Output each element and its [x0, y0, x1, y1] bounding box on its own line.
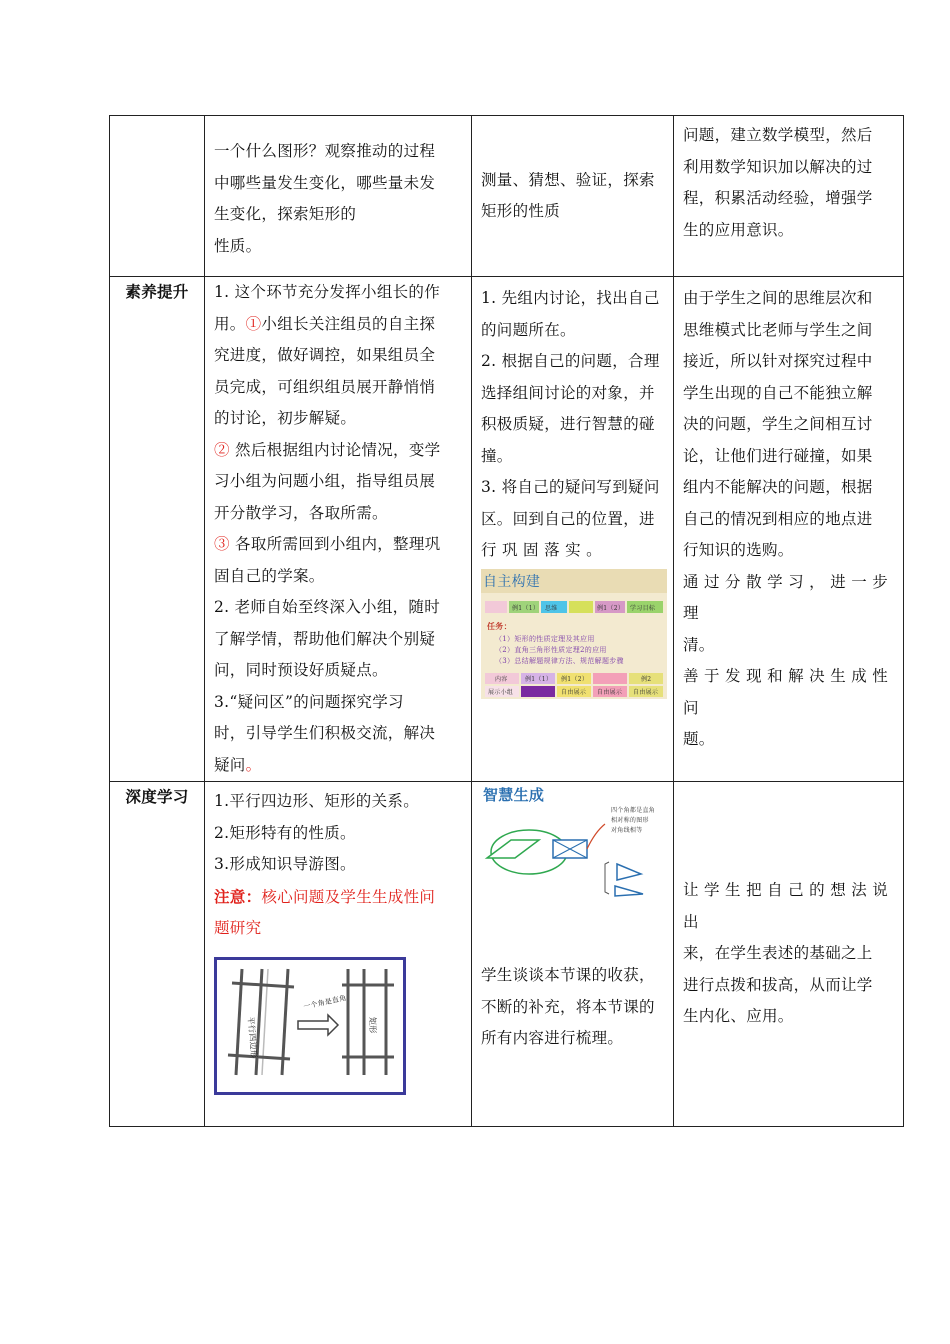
text-line [214, 309, 462, 341]
text-line: 习小组为问题小组，指导组员展 [214, 472, 436, 490]
text-line: 生的应用意识。 [683, 220, 794, 239]
slide-cell: 思维 [545, 604, 558, 612]
figure-label: 平行四边形 [246, 1015, 259, 1059]
slide-title: 自主构建 [483, 573, 541, 590]
slide-task: （3）总结解题规律方法、规范解题步骤 [495, 656, 624, 665]
text-line: 生变化，探索矩形的 [214, 205, 357, 223]
text-span: 小组长关注组员的自主探 [261, 314, 436, 333]
slide-task-label: 任务： [487, 620, 512, 631]
text-line: 决的问题，学生之间相互讨 [683, 415, 873, 433]
slide-grid-cell: 自由展示 [633, 688, 659, 696]
text-line: 矩形的性质 [481, 202, 561, 220]
text-line: 1.平行四边形、矩形的关系。 [214, 792, 419, 810]
row1-intent-cell [674, 116, 904, 277]
slide-grid-cell: 内容 [495, 675, 508, 683]
table-row [110, 782, 904, 1127]
note-line [214, 881, 462, 914]
image-text: 四个角都是直角 [611, 807, 656, 814]
note-line: 题研究 [214, 919, 262, 937]
row3-activity-cell [205, 782, 472, 1127]
row2-student-cell [472, 277, 674, 782]
text-line: 时，引导学生们积极交流，解决 [214, 724, 436, 742]
figure-label: 一个角是直角 [302, 993, 348, 1011]
text-line: 让 学 生 把 自 己 的 想 法 说 出 [683, 881, 889, 931]
text-line: 开分散学习，各取所需。 [214, 503, 388, 522]
slide-task: （2）直角三角形性质定理2的应用 [495, 645, 607, 654]
slide-grid-cell: 例1（1） [525, 675, 553, 683]
circled-number: ② [214, 440, 230, 459]
text-line: 来，在学生表述的基础之上 [683, 944, 873, 963]
row1-activity-cell [205, 116, 472, 277]
wisdom-generation-mindmap-image [481, 784, 671, 902]
text-line: 问，同时预设好质疑点。 [214, 661, 388, 679]
note-text: 核心问题及学生生成性问 [261, 887, 436, 906]
row2-intent-cell [674, 277, 904, 782]
text-line: 固自己的学案。 [214, 566, 325, 585]
text-line: 2.矩形特有的性质。 [214, 823, 356, 842]
text-line: 通 过 分 散 学 习 ， 进 一 步 理 [683, 572, 889, 622]
text-span: 用。 [214, 314, 246, 333]
circled-number: ① [245, 314, 262, 333]
text-line: 撞。 [481, 446, 513, 465]
text-line: 了解学情，帮助他们解决个别疑 [214, 629, 436, 648]
text-span: 各取所需回到小组内，整理巩 [229, 535, 441, 553]
text-line: 接近，所以针对探究过程中 [683, 352, 873, 370]
text-line: 行 巩 固 落 实 。 [481, 541, 602, 559]
text-line [214, 529, 462, 561]
text-line: 积极质疑，进行智慧的碰 [481, 415, 655, 433]
text-line: 2. 老师自始至终深入小组，随时 [214, 598, 441, 616]
slide-cell: 例1（1） [512, 604, 540, 612]
row3-intent-cell [674, 782, 904, 1127]
text-line: 1. 这个环节充分发挥小组长的作 [214, 283, 441, 301]
image-text: 相对称的图形 [611, 817, 649, 824]
text-line: 3.形成知识导游图。 [214, 855, 356, 873]
text-line: 论，让他们进行碰撞，如果 [683, 446, 873, 465]
text-line: 中哪些量发生变化，哪些量未发 [214, 173, 436, 192]
text-line: 3.“疑问区”的问题探究学习 [214, 692, 404, 711]
text-line: 学生谈谈本节课的收获， [481, 966, 655, 984]
text-line: 进行点拨和拔高，从而让学 [683, 975, 873, 994]
slide-grid-cell: 展示小组 [488, 688, 514, 696]
text-line: 的讨论，初步解疑。 [214, 409, 357, 427]
text-line: 选择组间讨论的对象，并 [481, 383, 655, 402]
text-line: 利用数学知识加以解决的过 [683, 157, 873, 176]
text-line: 2. 根据自己的问题，合理 [481, 352, 660, 370]
text-line: 性质。 [214, 236, 262, 255]
row1-label-cell [110, 116, 205, 277]
text-line: 组内不能解决的问题，根据 [683, 478, 873, 496]
text-line: 一个什么图形？观察推动的过程 [214, 142, 436, 160]
text-line: 所有内容进行梳理。 [481, 1029, 624, 1047]
image-title: 智慧生成 [483, 786, 545, 804]
image-text: 对角线相等 [611, 827, 643, 834]
row1-student-cell [472, 116, 674, 277]
row3-label: 深度学习 [110, 782, 205, 1127]
text-span: 然后根据组内讨论情况，变学 [229, 440, 441, 459]
text-line: 自己的情况到相应的地点进 [683, 509, 873, 528]
slide-cell: 例1（2） [597, 604, 625, 612]
slide-grid-cell: 自由展示 [561, 688, 587, 696]
slide-grid-cell: 例1（2） [561, 675, 589, 683]
figure-label: 矩形 [368, 1016, 377, 1034]
text-line: 不断的补充，将本节课的 [481, 997, 655, 1016]
text-line: 学生出现的自己不能独立解 [683, 383, 873, 402]
text-line: 测量、猜想、验证，探索 [481, 170, 655, 189]
circled-number: ③ [214, 535, 230, 553]
text-line: 生内化、应用。 [683, 1007, 794, 1026]
text-line: 由于学生之间的思维层次和 [683, 289, 873, 307]
text-line: 问题，建立数学模型，然后 [683, 126, 873, 144]
text-line: 3. 将自己的疑问写到疑问 [481, 478, 660, 496]
text-line: 清。 [683, 635, 715, 654]
text-line: 题。 [683, 730, 715, 748]
text-line: 的问题所在。 [481, 320, 576, 339]
self-construction-slide-image [481, 569, 667, 699]
text-line [214, 750, 462, 782]
text-line: 善 于 发 现 和 解 决 生 成 性 问 [683, 667, 889, 717]
lesson-table [109, 115, 904, 1127]
text-line: 程，积累活动经验，增强学 [683, 189, 873, 207]
slide-grid-cell: 例2 [641, 675, 652, 683]
parallelogram-to-rectangle-figure [214, 957, 406, 1095]
text-line: 思维模式比老师与学生之间 [683, 320, 873, 339]
row2-activity-cell [205, 277, 472, 782]
text-line: 员完成，可组织组员展开静悄悄 [214, 377, 436, 396]
table-row [110, 116, 904, 277]
row3-student-cell [472, 782, 674, 1127]
text-line: 区。回到自己的位置，进 [481, 509, 655, 528]
text-line: 行知识的选购。 [683, 541, 794, 559]
slide-cell: 学习目标 [630, 604, 656, 612]
text-span: 疑问 [214, 755, 246, 774]
text-line: 究进度，做好调控，如果组员全 [214, 346, 436, 364]
row2-label: 素养提升 [110, 277, 205, 782]
text-line [214, 435, 462, 467]
slide-task: （1）矩形的性质定理及其应用 [495, 634, 595, 643]
note-label: 注意： [214, 886, 262, 906]
text-span: 。 [245, 755, 262, 774]
table-row [110, 277, 904, 782]
text-line: 1. 先组内讨论，找出自己 [481, 289, 660, 307]
slide-grid-cell: 自由展示 [597, 688, 623, 696]
